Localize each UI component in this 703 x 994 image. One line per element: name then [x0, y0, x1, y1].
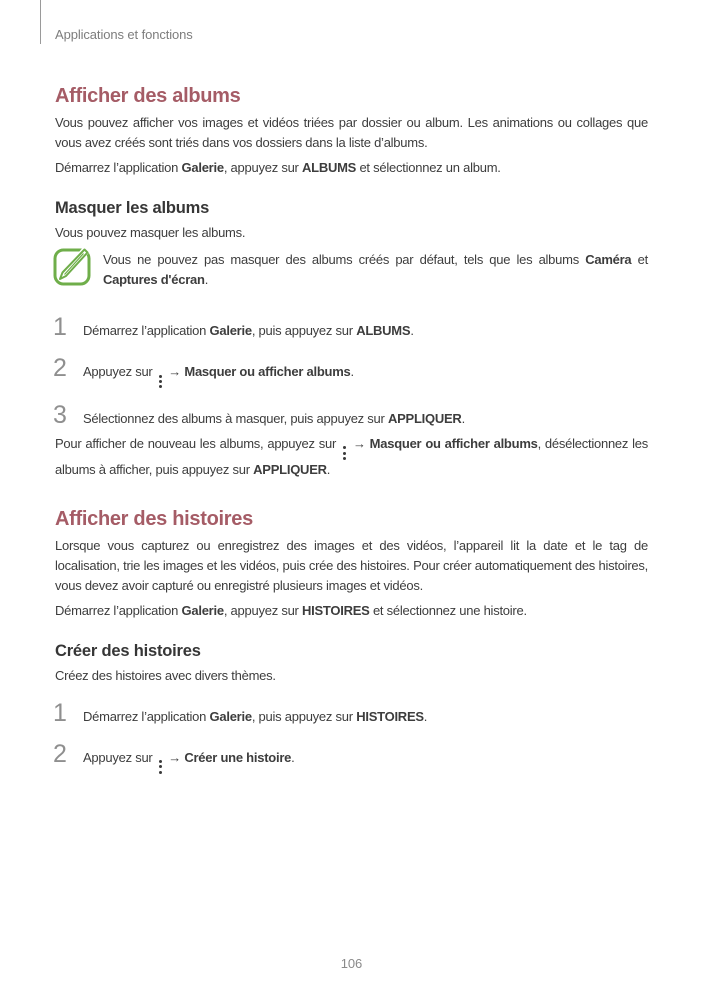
step-item [53, 402, 648, 429]
paragraph-create-intro: Créez des histoires avec divers thèmes. [55, 667, 276, 683]
step-text: Démarrez l’application Galerie, puis appuyez sur HISTOIRES. [83, 708, 428, 724]
paragraph-hide-intro: Vous pouvez masquer les albums. [55, 225, 246, 240]
step-number: 2 [53, 739, 67, 768]
section-title-afficher-histoires: Afficher des histoires [55, 507, 253, 530]
subsection-title-masquer-albums: Masquer les albums [55, 199, 210, 217]
more-vertical-icon [159, 760, 162, 773]
more-vertical-icon [343, 446, 346, 459]
step-text: Appuyez sur → Créer une histoire. [83, 748, 295, 774]
section-title-afficher-albums: Afficher des albums [55, 85, 241, 107]
paragraph-stories-launch: Démarrez l’application Galerie, appuyez sur HISTOIRES et sélectionnez une histoire. [55, 602, 527, 618]
paragraph-stories-intro: Lorsque vous capturez ou enregistrez des images et des vidéos, l’appareil lit la date et le tag de localisation, trie les images et les vidéos, puis crée des histoires. Pour créer automatiquement des histoires, vous devez avoir capturé ou enregistré plusieurs images et vidéos. [55, 537, 648, 593]
paragraph-albums-launch: Démarrez l’application Galerie, appuyez sur ALBUMS et sélectionnez un album. [55, 160, 501, 175]
step-item [53, 741, 648, 774]
subsection-title-creer-histoires: Créer des histoires [55, 641, 201, 660]
step-number: 2 [53, 354, 67, 382]
header-rule [40, 0, 41, 44]
more-vertical-icon [159, 375, 162, 388]
step-item [53, 314, 648, 341]
paragraph-hide-outro: Pour afficher de nouveau les albums, appuyez sur → Masquer ou afficher albums, désélectionnez les albums à afficher, puis appuyez sur APPLIQUER. [55, 435, 648, 477]
step-text: Appuyez sur → Masquer ou afficher albums. [83, 362, 354, 388]
running-header-text: Applications et fonctions [55, 27, 193, 42]
step-item [53, 700, 648, 727]
note-text: Vous ne pouvez pas masquer des albums créés par défaut, tels que les albums Caméra et Captures d'écran. [103, 252, 648, 287]
step-text: Démarrez l’application Galerie, puis appuyez sur ALBUMS. [83, 323, 414, 338]
step-number: 3 [53, 400, 67, 429]
step-number: 1 [53, 313, 67, 341]
note-box [53, 248, 648, 290]
note-pen-icon [53, 248, 91, 286]
paragraph-albums-intro: Vous pouvez afficher vos images et vidéos triées par dossier ou album. Les animations ou collages que vous avez créés sont triés dans vos dossiers dans la liste d’albums. [55, 115, 648, 150]
step-item [53, 355, 648, 388]
step-number: 1 [53, 698, 67, 727]
page-number: 106 [340, 956, 363, 971]
step-text: Sélectionnez des albums à masquer, puis appuyez sur APPLIQUER. [83, 410, 465, 426]
